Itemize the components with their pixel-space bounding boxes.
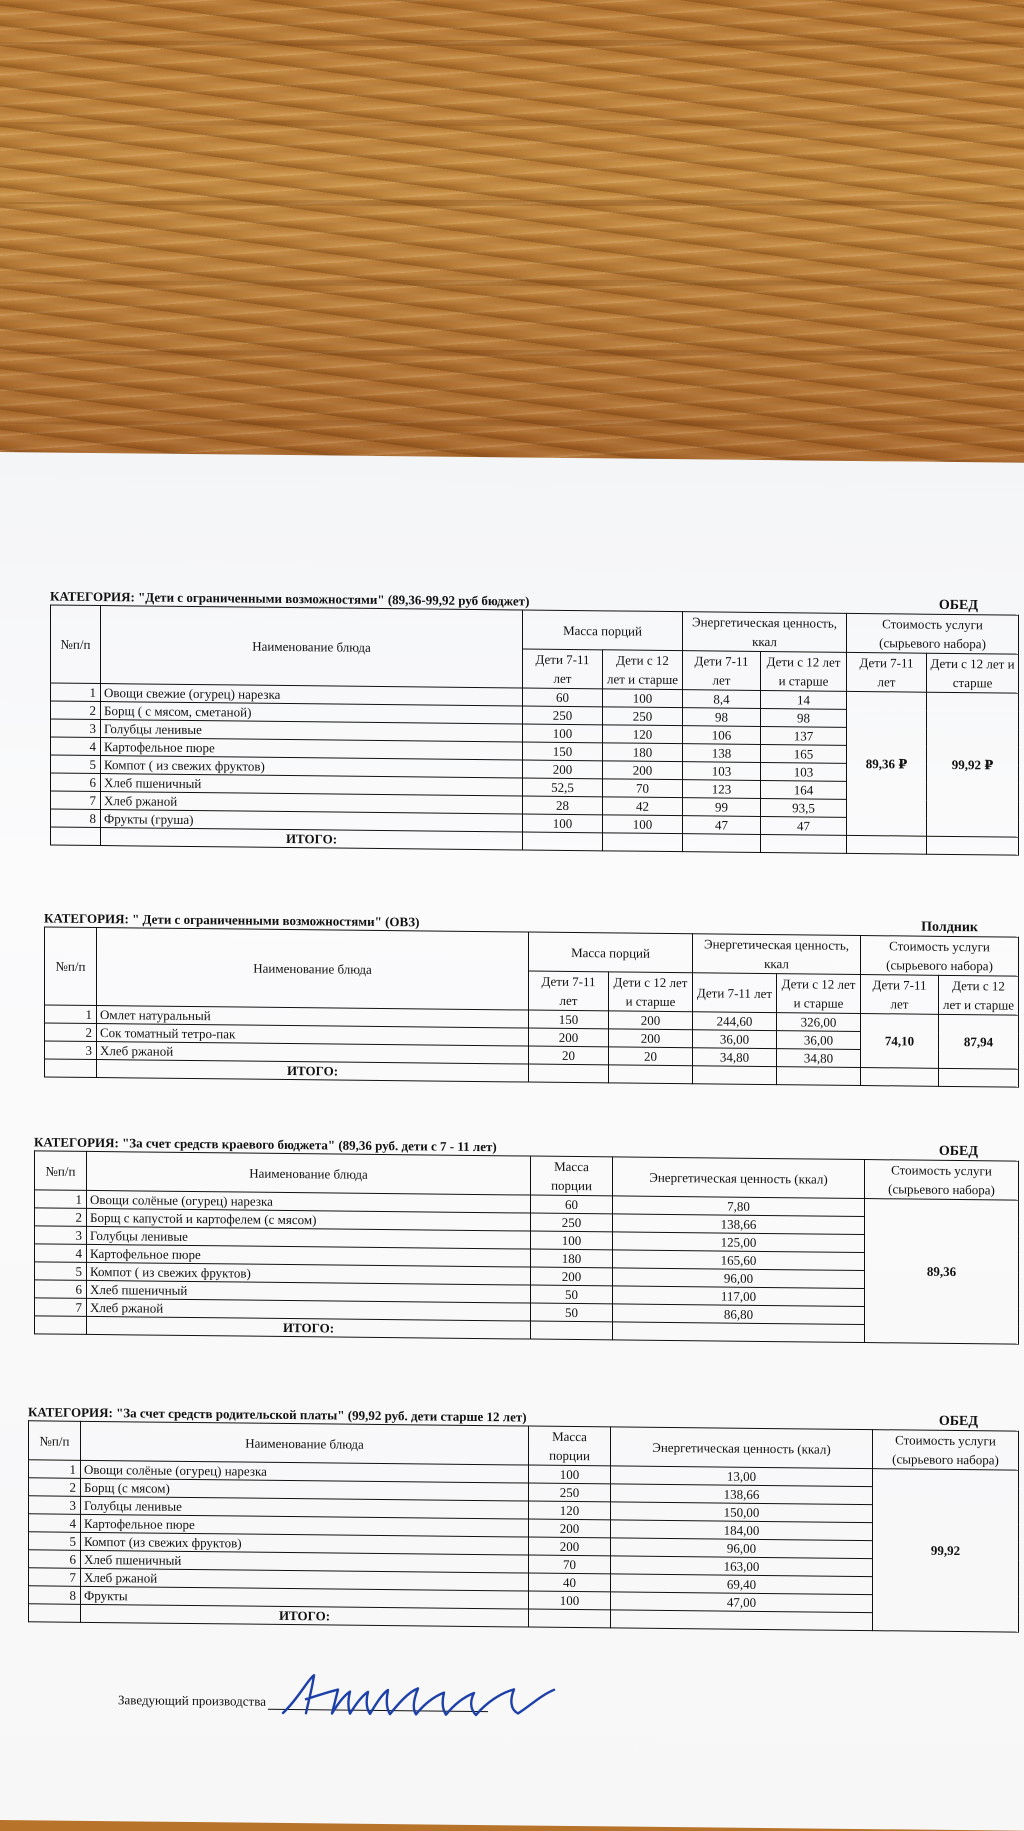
energy: 47,00 xyxy=(611,1592,873,1613)
mass: 100 xyxy=(529,1465,611,1484)
wooden-table-background xyxy=(0,0,1024,470)
dish-name: Овощи свежие (огурец) нарезка xyxy=(101,684,523,706)
dish-name: Голубцы ленивые xyxy=(101,720,523,742)
energy: 96,00 xyxy=(613,1268,865,1289)
row-num: 3 xyxy=(45,1041,97,1060)
row-num: 7 xyxy=(35,1298,87,1317)
row-num: 8 xyxy=(51,809,101,828)
row-num: 1 xyxy=(45,1005,97,1024)
mass-12-plus: 100 xyxy=(603,689,683,708)
row-num: 7 xyxy=(51,791,101,810)
paper-sheet xyxy=(0,452,1024,1831)
header-name: Наименование блюда xyxy=(101,606,523,688)
energy-7-11: 34,80 xyxy=(693,1048,777,1067)
cost-7-11: 74,10 xyxy=(861,1014,939,1069)
row-num: 4 xyxy=(35,1244,87,1263)
header-age-12-plus: Дети с 12 лет и старше xyxy=(603,650,683,690)
energy-12-plus: 326,00 xyxy=(777,1013,861,1032)
handwritten-signature xyxy=(278,1669,578,1722)
dish-name: Голубцы ленивые xyxy=(87,1226,531,1249)
row-num: 6 xyxy=(51,773,101,792)
row-num: 2 xyxy=(29,1478,81,1497)
meal-type: ОБЕД xyxy=(938,1413,978,1430)
energy-7-11: 123 xyxy=(683,780,761,799)
cost-12-plus: 87,94 xyxy=(939,1014,1019,1069)
row-num: 5 xyxy=(29,1532,81,1551)
section-title: КАТЕГОРИЯ: "За счет средств краевого бюджета" (89,36 руб. дети с 7 - 11 лет) xyxy=(34,1134,497,1155)
section-parental-fee-lunch xyxy=(28,1402,1018,1632)
mass-7-11: 28 xyxy=(523,796,603,815)
header-energy: Энергетическая ценность (ккал) xyxy=(613,1157,865,1199)
dish-name: Хлеб ржаной xyxy=(87,1298,531,1321)
header-name: Наименование блюда xyxy=(97,928,529,1011)
section-disabled-children-snack xyxy=(44,908,1018,1087)
mass: 40 xyxy=(529,1573,611,1592)
energy: 86,80 xyxy=(613,1304,865,1325)
section-regional-budget-lunch xyxy=(34,1132,1018,1344)
header-age-12-plus: Дети с 12 лет и старше xyxy=(927,653,1019,693)
row-num: 1 xyxy=(51,683,101,702)
mass-7-11: 20 xyxy=(529,1046,609,1065)
energy-12-plus: 103 xyxy=(761,762,847,781)
mass-12-plus: 120 xyxy=(603,725,683,744)
header-age-12-plus: Дети с 12 лет и старше xyxy=(939,975,1019,1015)
mass: 120 xyxy=(529,1501,611,1520)
energy: 96,00 xyxy=(611,1538,873,1559)
energy: 125,00 xyxy=(613,1232,865,1253)
header-age-7-11: Дети 7-11 лет xyxy=(861,975,939,1015)
energy-7-11: 36,00 xyxy=(693,1030,777,1049)
energy-7-11: 98 xyxy=(683,708,761,727)
header-cost: Стоимость услуги (сырьевого набора) xyxy=(865,1160,1019,1201)
meal-type: Полдник xyxy=(921,919,978,936)
row-num: 2 xyxy=(35,1208,87,1227)
mass: 100 xyxy=(531,1231,613,1250)
menu-table xyxy=(28,1420,1019,1632)
header-name: Наименование блюда xyxy=(81,1421,529,1465)
mass-7-11: 150 xyxy=(529,1010,609,1029)
mass: 200 xyxy=(529,1537,611,1556)
energy-7-11: 106 xyxy=(683,726,761,745)
signature-block xyxy=(118,1689,488,1712)
mass-7-11: 52,5 xyxy=(523,778,603,797)
energy-12-plus: 93,5 xyxy=(761,798,847,817)
header-num: №п/п xyxy=(51,605,101,684)
header-mass: Масса порций xyxy=(523,610,683,651)
dish-name: Сок томатный тетро-пак xyxy=(97,1024,529,1047)
header-energy: Энергетическая ценность (ккал) xyxy=(611,1427,873,1469)
dish-name: Хлеб пшеничный xyxy=(87,1280,531,1303)
mass: 50 xyxy=(531,1285,613,1304)
cost-7-11: 89,36 ₽ xyxy=(847,691,927,836)
dish-name: Картофельное пюре xyxy=(87,1244,531,1267)
energy-7-11: 103 xyxy=(683,762,761,781)
energy-12-plus: 137 xyxy=(761,726,847,745)
dish-name: Фрукты (груша) xyxy=(101,810,523,832)
row-num: 3 xyxy=(51,719,101,738)
mass: 180 xyxy=(531,1249,613,1268)
energy: 138,66 xyxy=(613,1214,865,1235)
energy-12-plus: 98 xyxy=(761,708,847,727)
dish-name: Хлеб ржаной xyxy=(81,1568,529,1591)
dish-name: Компот ( из свежих фруктов) xyxy=(87,1262,531,1285)
header-age-12-plus: Дети с 12 лет и старше xyxy=(777,974,861,1014)
energy-7-11: 138 xyxy=(683,744,761,763)
energy: 165,60 xyxy=(613,1250,865,1271)
section-title: КАТЕГОРИЯ: "За счет средств родительской платы" (99,92 руб. дети старше 12 лет) xyxy=(28,1404,527,1425)
total-label: ИТОГО: xyxy=(101,828,523,850)
row-num: 1 xyxy=(29,1460,81,1479)
dish-name: Борщ (с мясом) xyxy=(81,1478,529,1501)
row-num: 5 xyxy=(35,1262,87,1281)
mass-12-plus: 20 xyxy=(609,1047,693,1066)
dish-name: Омлет натуральный xyxy=(97,1006,529,1029)
row-num: 3 xyxy=(29,1496,81,1515)
dish-name: Овощи солёные (огурец) нарезка xyxy=(87,1190,531,1213)
mass: 50 xyxy=(531,1303,613,1322)
total-label: ИТОГО: xyxy=(87,1316,531,1339)
header-age-7-11: Дети 7-11 лет xyxy=(529,971,609,1011)
dish-name: Голубцы ленивые xyxy=(81,1496,529,1519)
dish-name: Компот ( из свежих фруктов) xyxy=(101,756,523,778)
energy: 184,00 xyxy=(611,1520,873,1541)
mass: 250 xyxy=(529,1483,611,1502)
mass-12-plus: 70 xyxy=(603,779,683,798)
total-label: ИТОГО: xyxy=(97,1060,529,1083)
mass-12-plus: 42 xyxy=(603,797,683,816)
mass: 60 xyxy=(531,1195,613,1214)
mass-12-plus: 180 xyxy=(603,743,683,762)
energy: 150,00 xyxy=(611,1502,873,1523)
cost: 89,36 xyxy=(865,1199,1019,1345)
header-energy: Энергетическая ценность, ккал xyxy=(693,934,861,975)
energy-7-11: 99 xyxy=(683,798,761,817)
energy-12-plus: 14 xyxy=(761,690,847,709)
row-num: 4 xyxy=(29,1514,81,1533)
energy: 163,00 xyxy=(611,1556,873,1577)
mass-12-plus: 100 xyxy=(603,815,683,834)
row-num: 3 xyxy=(35,1226,87,1245)
dish-name: Овощи солёные (огурец) нарезка xyxy=(81,1460,529,1483)
header-energy: Энергетическая ценность, ккал xyxy=(683,612,847,653)
header-mass: Масса порции xyxy=(529,1426,611,1466)
energy-12-plus: 164 xyxy=(761,780,847,799)
mass-12-plus: 200 xyxy=(603,761,683,780)
dish-name: Хлеб ржаной xyxy=(101,792,523,814)
header-num: №п/п xyxy=(45,927,97,1006)
header-cost: Стоимость услуги (сырьевого набора) xyxy=(861,936,1019,977)
row-num: 7 xyxy=(29,1568,81,1587)
energy: 138,66 xyxy=(611,1484,873,1505)
section-title: КАТЕГОРИЯ: " Дети с ограниченными возможностями" (ОВЗ) xyxy=(44,910,420,930)
signature-line xyxy=(268,1691,488,1712)
mass-12-plus: 200 xyxy=(609,1011,693,1030)
signature-label: Заведующий производства xyxy=(118,1692,266,1709)
dish-name: Хлеб пшеничный xyxy=(81,1550,529,1573)
mass-12-plus: 250 xyxy=(603,707,683,726)
mass-7-11: 200 xyxy=(529,1028,609,1047)
mass-7-11: 200 xyxy=(523,760,603,779)
row-num: 6 xyxy=(35,1280,87,1299)
mass: 200 xyxy=(531,1267,613,1286)
menu-table xyxy=(50,605,1019,856)
mass-7-11: 100 xyxy=(523,724,603,743)
header-mass: Масса порции xyxy=(531,1156,613,1196)
dish-name: Борщ с капустой и картофелем (с мясом) xyxy=(87,1208,531,1231)
mass-7-11: 100 xyxy=(523,814,603,833)
dish-name: Компот (из свежих фруктов) xyxy=(81,1532,529,1555)
energy-12-plus: 47 xyxy=(761,816,847,835)
section-title: КАТЕГОРИЯ: "Дети с ограниченными возможностями" (89,36-99,92 руб бюджет) xyxy=(50,588,530,609)
meal-type: ОБЕД xyxy=(938,1143,978,1160)
mass-7-11: 60 xyxy=(523,688,603,707)
header-cost: Стоимость услуги (сырьевого набора) xyxy=(873,1430,1019,1471)
energy-12-plus: 36,00 xyxy=(777,1031,861,1050)
dish-name: Борщ ( с мясом, сметаной) xyxy=(101,702,523,724)
energy-12-plus: 34,80 xyxy=(777,1049,861,1068)
mass: 200 xyxy=(529,1519,611,1538)
energy-12-plus: 165 xyxy=(761,744,847,763)
dish-name: Фрукты xyxy=(81,1586,529,1609)
header-age-12-plus: Дети с 12 лет и старше xyxy=(761,651,847,691)
header-age-7-11: Дети 7-11 лет xyxy=(693,973,777,1013)
row-num: 6 xyxy=(29,1550,81,1569)
header-age-7-11: Дети 7-11 лет xyxy=(523,649,603,689)
header-age-7-11: Дети 7-11 лет xyxy=(683,651,761,691)
mass-7-11: 250 xyxy=(523,706,603,725)
row-num: 1 xyxy=(35,1190,87,1209)
energy-7-11: 8,4 xyxy=(683,690,761,709)
row-num: 2 xyxy=(51,701,101,720)
dish-name: Картофельное пюре xyxy=(81,1514,529,1537)
energy: 69,40 xyxy=(611,1574,873,1595)
menu-table xyxy=(44,926,1019,1087)
energy-7-11: 47 xyxy=(683,816,761,835)
energy-7-11: 244,60 xyxy=(693,1012,777,1031)
energy: 117,00 xyxy=(613,1286,865,1307)
energy: 13,00 xyxy=(611,1466,873,1487)
mass-12-plus: 200 xyxy=(609,1029,693,1048)
dish-name: Хлеб пшеничный xyxy=(101,774,523,796)
header-age-7-11: Дети 7-11 лет xyxy=(847,652,927,692)
dish-name: Хлеб ржаной xyxy=(97,1042,529,1065)
mass: 250 xyxy=(531,1213,613,1232)
row-num: 4 xyxy=(51,737,101,756)
energy: 7,80 xyxy=(613,1196,865,1217)
row-num: 2 xyxy=(45,1023,97,1042)
cost-12-plus: 99,92 ₽ xyxy=(927,692,1019,837)
menu-table xyxy=(34,1150,1019,1344)
header-age-12-plus: Дети с 12 лет и старше xyxy=(609,972,693,1012)
row-num: 5 xyxy=(51,755,101,774)
meal-type: ОБЕД xyxy=(938,597,978,614)
total-label: ИТОГО: xyxy=(81,1604,529,1627)
header-mass: Масса порций xyxy=(529,932,693,973)
mass-7-11: 150 xyxy=(523,742,603,761)
cost: 99,92 xyxy=(873,1469,1019,1633)
dish-name: Картофельное пюре xyxy=(101,738,523,760)
header-num: №п/п xyxy=(29,1421,81,1461)
header-num: №п/п xyxy=(35,1151,87,1191)
mass: 100 xyxy=(529,1591,611,1610)
mass: 70 xyxy=(529,1555,611,1574)
section-disabled-children-lunch xyxy=(50,587,1018,856)
row-num: 8 xyxy=(29,1586,81,1605)
header-name: Наименование блюда xyxy=(87,1151,531,1195)
header-cost: Стоимость услуги (сырьевого набора) xyxy=(847,613,1019,654)
